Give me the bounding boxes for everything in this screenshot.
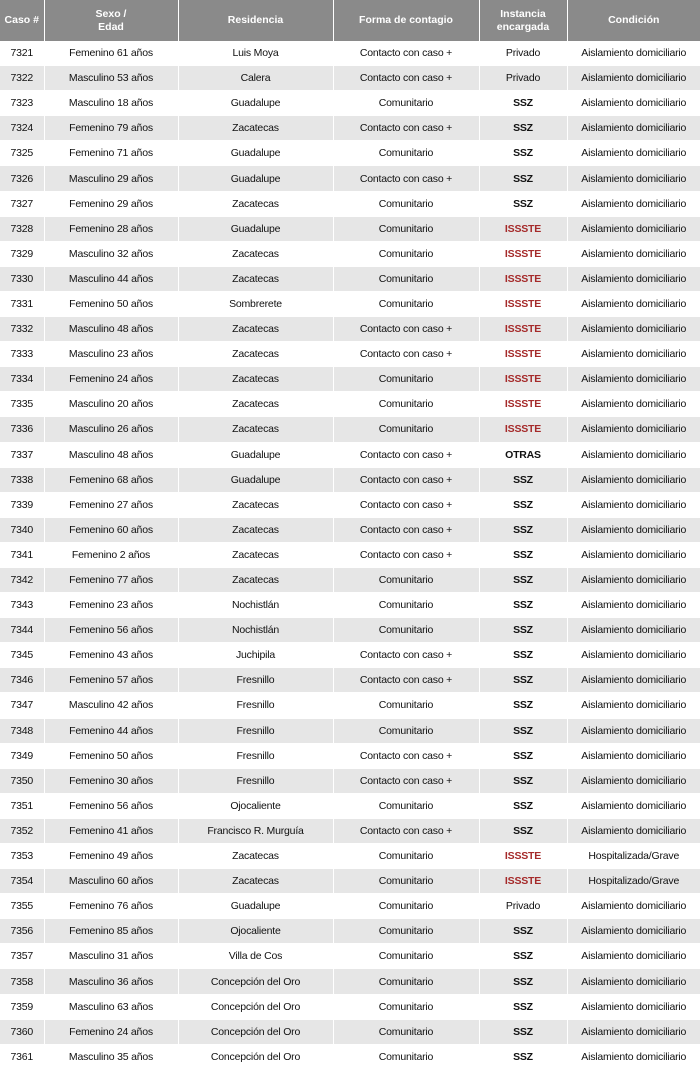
table-row <box>0 241 700 266</box>
cell-forma-contagio: Contacto con caso + <box>333 492 479 517</box>
cell-caso: 7330 <box>0 266 44 291</box>
cell-caso: 7344 <box>0 618 44 643</box>
cell-forma-contagio: Comunitario <box>333 417 479 442</box>
table-row <box>0 542 700 567</box>
cell-condicion: Aislamiento domiciliario <box>567 317 700 342</box>
cell-residencia: Nochistlán <box>178 618 333 643</box>
cell-instancia: SSZ <box>479 643 567 668</box>
cell-forma-contagio: Contacto con caso + <box>333 442 479 467</box>
table-row <box>0 41 700 66</box>
cell-condicion: Aislamiento domiciliario <box>567 818 700 843</box>
table-row <box>0 66 700 91</box>
cell-sexo-edad: Femenino 61 años <box>44 41 178 66</box>
table-body <box>0 41 700 1069</box>
cell-instancia: SSZ <box>479 191 567 216</box>
cell-instancia: SSZ <box>479 919 567 944</box>
cell-instancia: SSZ <box>479 467 567 492</box>
table-row <box>0 593 700 618</box>
table-row <box>0 944 700 969</box>
cell-instancia: SSZ <box>479 969 567 994</box>
table-row <box>0 166 700 191</box>
cell-forma-contagio: Comunitario <box>333 191 479 216</box>
cell-forma-contagio: Comunitario <box>333 618 479 643</box>
cell-instancia: SSZ <box>479 166 567 191</box>
cell-forma-contagio: Comunitario <box>333 693 479 718</box>
cell-sexo-edad: Femenino 41 años <box>44 818 178 843</box>
table-row <box>0 668 700 693</box>
cell-forma-contagio: Contacto con caso + <box>333 41 479 66</box>
cell-instancia: SSZ <box>479 618 567 643</box>
cell-instancia: SSZ <box>479 793 567 818</box>
cell-residencia: Zacatecas <box>178 241 333 266</box>
cell-residencia: Guadalupe <box>178 166 333 191</box>
header-sexo-edad: Sexo / Edad <box>44 0 178 41</box>
cell-forma-contagio: Comunitario <box>333 944 479 969</box>
cell-residencia: Ojocaliente <box>178 793 333 818</box>
cell-condicion: Aislamiento domiciliario <box>567 1019 700 1044</box>
cell-residencia: Zacatecas <box>178 317 333 342</box>
cell-forma-contagio: Contacto con caso + <box>333 517 479 542</box>
cell-condicion: Aislamiento domiciliario <box>567 91 700 116</box>
header-forma-contagio: Forma de contagio <box>333 0 479 41</box>
cell-residencia: Zacatecas <box>178 367 333 392</box>
cell-caso: 7335 <box>0 392 44 417</box>
cell-caso: 7331 <box>0 291 44 316</box>
table-row <box>0 743 700 768</box>
cell-sexo-edad: Femenino 85 años <box>44 919 178 944</box>
cell-instancia: ISSSTE <box>479 216 567 241</box>
cell-residencia: Zacatecas <box>178 517 333 542</box>
cell-sexo-edad: Femenino 29 años <box>44 191 178 216</box>
cell-instancia: SSZ <box>479 1044 567 1069</box>
cell-sexo-edad: Masculino 48 años <box>44 442 178 467</box>
cell-instancia: SSZ <box>479 944 567 969</box>
cell-forma-contagio: Comunitario <box>333 844 479 869</box>
cell-caso: 7337 <box>0 442 44 467</box>
cell-instancia: ISSSTE <box>479 291 567 316</box>
cell-caso: 7354 <box>0 869 44 894</box>
cell-residencia: Guadalupe <box>178 442 333 467</box>
cell-caso: 7346 <box>0 668 44 693</box>
cell-forma-contagio: Comunitario <box>333 367 479 392</box>
header-residencia: Residencia <box>178 0 333 41</box>
cell-instancia: SSZ <box>479 517 567 542</box>
table-row <box>0 342 700 367</box>
cell-caso: 7326 <box>0 166 44 191</box>
table-row <box>0 994 700 1019</box>
cell-residencia: Juchipila <box>178 643 333 668</box>
cell-residencia: Fresnillo <box>178 718 333 743</box>
cell-residencia: Luis Moya <box>178 41 333 66</box>
cell-forma-contagio: Comunitario <box>333 894 479 919</box>
cell-caso: 7348 <box>0 718 44 743</box>
cell-residencia: Zacatecas <box>178 844 333 869</box>
cell-instancia: SSZ <box>479 141 567 166</box>
cell-condicion: Aislamiento domiciliario <box>567 894 700 919</box>
cell-caso: 7351 <box>0 793 44 818</box>
cell-sexo-edad: Masculino 20 años <box>44 392 178 417</box>
table-row <box>0 517 700 542</box>
header-instancia: Instancia encargada <box>479 0 567 41</box>
cell-condicion: Aislamiento domiciliario <box>567 1044 700 1069</box>
cell-condicion: Aislamiento domiciliario <box>567 41 700 66</box>
cell-caso: 7327 <box>0 191 44 216</box>
cell-residencia: Sombrerete <box>178 291 333 316</box>
cell-caso: 7338 <box>0 467 44 492</box>
cell-residencia: Concepción del Oro <box>178 994 333 1019</box>
cell-sexo-edad: Masculino 48 años <box>44 317 178 342</box>
cell-condicion: Aislamiento domiciliario <box>567 166 700 191</box>
cell-forma-contagio: Comunitario <box>333 392 479 417</box>
cell-forma-contagio: Comunitario <box>333 1044 479 1069</box>
table-row <box>0 793 700 818</box>
cell-residencia: Zacatecas <box>178 492 333 517</box>
cell-caso: 7325 <box>0 141 44 166</box>
cell-condicion: Aislamiento domiciliario <box>567 266 700 291</box>
table-row <box>0 492 700 517</box>
cell-sexo-edad: Masculino 60 años <box>44 869 178 894</box>
cell-sexo-edad: Masculino 63 años <box>44 994 178 1019</box>
cell-sexo-edad: Femenino 56 años <box>44 793 178 818</box>
cell-sexo-edad: Masculino 26 años <box>44 417 178 442</box>
cell-sexo-edad: Femenino 49 años <box>44 844 178 869</box>
header-row <box>0 0 700 41</box>
cell-instancia: Privado <box>479 894 567 919</box>
cell-condicion: Aislamiento domiciliario <box>567 116 700 141</box>
cell-caso: 7360 <box>0 1019 44 1044</box>
table-row <box>0 442 700 467</box>
cell-sexo-edad: Masculino 35 años <box>44 1044 178 1069</box>
cell-condicion: Aislamiento domiciliario <box>567 668 700 693</box>
cell-residencia: Zacatecas <box>178 567 333 592</box>
table-row <box>0 919 700 944</box>
cell-instancia: ISSSTE <box>479 266 567 291</box>
cell-condicion: Aislamiento domiciliario <box>567 969 700 994</box>
cell-residencia: Zacatecas <box>178 417 333 442</box>
cell-forma-contagio: Comunitario <box>333 567 479 592</box>
cell-caso: 7347 <box>0 693 44 718</box>
cell-instancia: SSZ <box>479 718 567 743</box>
cell-caso: 7328 <box>0 216 44 241</box>
cell-condicion: Aislamiento domiciliario <box>567 768 700 793</box>
cell-forma-contagio: Contacto con caso + <box>333 818 479 843</box>
cell-instancia: SSZ <box>479 693 567 718</box>
cell-residencia: Guadalupe <box>178 216 333 241</box>
cell-caso: 7356 <box>0 919 44 944</box>
cell-condicion: Aislamiento domiciliario <box>567 417 700 442</box>
cell-forma-contagio: Comunitario <box>333 291 479 316</box>
cell-residencia: Nochistlán <box>178 593 333 618</box>
cell-residencia: Fresnillo <box>178 743 333 768</box>
cell-residencia: Zacatecas <box>178 266 333 291</box>
cell-sexo-edad: Femenino 27 años <box>44 492 178 517</box>
cell-condicion: Hospitalizado/Grave <box>567 869 700 894</box>
table-row <box>0 317 700 342</box>
cell-condicion: Aislamiento domiciliario <box>567 216 700 241</box>
cell-residencia: Zacatecas <box>178 342 333 367</box>
cell-caso: 7342 <box>0 567 44 592</box>
cell-instancia: SSZ <box>479 116 567 141</box>
cell-caso: 7332 <box>0 317 44 342</box>
cell-caso: 7359 <box>0 994 44 1019</box>
cell-residencia: Concepción del Oro <box>178 969 333 994</box>
cell-instancia: Privado <box>479 41 567 66</box>
cell-caso: 7324 <box>0 116 44 141</box>
cell-caso: 7321 <box>0 41 44 66</box>
cell-sexo-edad: Femenino 30 años <box>44 768 178 793</box>
cell-condicion: Aislamiento domiciliario <box>567 291 700 316</box>
cell-sexo-edad: Femenino 71 años <box>44 141 178 166</box>
cell-caso: 7333 <box>0 342 44 367</box>
table-row <box>0 768 700 793</box>
cell-forma-contagio: Contacto con caso + <box>333 668 479 693</box>
cell-caso: 7345 <box>0 643 44 668</box>
cell-instancia: ISSSTE <box>479 342 567 367</box>
table-row <box>0 869 700 894</box>
cell-residencia: Fresnillo <box>178 668 333 693</box>
cell-forma-contagio: Comunitario <box>333 216 479 241</box>
cell-instancia: ISSSTE <box>479 392 567 417</box>
cell-forma-contagio: Comunitario <box>333 793 479 818</box>
cell-caso: 7340 <box>0 517 44 542</box>
cell-residencia: Guadalupe <box>178 91 333 116</box>
cell-caso: 7329 <box>0 241 44 266</box>
cell-forma-contagio: Contacto con caso + <box>333 66 479 91</box>
cell-residencia: Calera <box>178 66 333 91</box>
cell-sexo-edad: Femenino 24 años <box>44 367 178 392</box>
cell-instancia: ISSSTE <box>479 417 567 442</box>
cell-sexo-edad: Femenino 24 años <box>44 1019 178 1044</box>
cell-sexo-edad: Femenino 77 años <box>44 567 178 592</box>
cell-forma-contagio: Contacto con caso + <box>333 467 479 492</box>
header-condicion: Condición <box>567 0 700 41</box>
cell-forma-contagio: Contacto con caso + <box>333 768 479 793</box>
cell-sexo-edad: Masculino 29 años <box>44 166 178 191</box>
cell-condicion: Aislamiento domiciliario <box>567 718 700 743</box>
cell-caso: 7358 <box>0 969 44 994</box>
table-row <box>0 818 700 843</box>
cell-caso: 7355 <box>0 894 44 919</box>
cell-condicion: Aislamiento domiciliario <box>567 191 700 216</box>
cell-caso: 7349 <box>0 743 44 768</box>
cell-forma-contagio: Contacto con caso + <box>333 317 479 342</box>
cell-condicion: Aislamiento domiciliario <box>567 241 700 266</box>
cell-forma-contagio: Contacto con caso + <box>333 743 479 768</box>
cell-forma-contagio: Comunitario <box>333 266 479 291</box>
cell-residencia: Guadalupe <box>178 894 333 919</box>
cell-instancia: SSZ <box>479 492 567 517</box>
cell-residencia: Zacatecas <box>178 116 333 141</box>
table-row <box>0 718 700 743</box>
cell-sexo-edad: Femenino 76 años <box>44 894 178 919</box>
cell-forma-contagio: Contacto con caso + <box>333 542 479 567</box>
cell-forma-contagio: Comunitario <box>333 1019 479 1044</box>
cell-instancia: ISSSTE <box>479 869 567 894</box>
cell-instancia: SSZ <box>479 818 567 843</box>
cell-forma-contagio: Comunitario <box>333 718 479 743</box>
cell-instancia: SSZ <box>479 768 567 793</box>
cell-instancia: SSZ <box>479 91 567 116</box>
cell-forma-contagio: Comunitario <box>333 593 479 618</box>
table-row <box>0 1044 700 1069</box>
cell-sexo-edad: Masculino 36 años <box>44 969 178 994</box>
cell-condicion: Aislamiento domiciliario <box>567 442 700 467</box>
cell-residencia: Francisco R. Murguía <box>178 818 333 843</box>
cell-residencia: Villa de Cos <box>178 944 333 969</box>
table-row <box>0 894 700 919</box>
cell-condicion: Aislamiento domiciliario <box>567 743 700 768</box>
table-row <box>0 417 700 442</box>
cell-forma-contagio: Contacto con caso + <box>333 166 479 191</box>
cell-instancia: ISSSTE <box>479 317 567 342</box>
table-row <box>0 266 700 291</box>
cell-caso: 7353 <box>0 844 44 869</box>
cell-condicion: Hospitalizada/Grave <box>567 844 700 869</box>
cell-caso: 7361 <box>0 1044 44 1069</box>
table-row <box>0 291 700 316</box>
cell-sexo-edad: Femenino 50 años <box>44 743 178 768</box>
table-row <box>0 969 700 994</box>
table-row <box>0 467 700 492</box>
cell-caso: 7334 <box>0 367 44 392</box>
cell-instancia: SSZ <box>479 593 567 618</box>
cell-condicion: Aislamiento domiciliario <box>567 542 700 567</box>
cell-residencia: Fresnillo <box>178 693 333 718</box>
cell-sexo-edad: Femenino 79 años <box>44 116 178 141</box>
cell-residencia: Zacatecas <box>178 392 333 417</box>
cell-condicion: Aislamiento domiciliario <box>567 567 700 592</box>
cell-sexo-edad: Femenino 57 años <box>44 668 178 693</box>
cell-instancia: ISSSTE <box>479 367 567 392</box>
cell-instancia: ISSSTE <box>479 241 567 266</box>
cell-caso: 7357 <box>0 944 44 969</box>
table-row <box>0 567 700 592</box>
cell-caso: 7336 <box>0 417 44 442</box>
cell-condicion: Aislamiento domiciliario <box>567 342 700 367</box>
cell-condicion: Aislamiento domiciliario <box>567 467 700 492</box>
header-caso: Caso # <box>0 0 44 41</box>
cell-sexo-edad: Femenino 44 años <box>44 718 178 743</box>
cell-forma-contagio: Comunitario <box>333 994 479 1019</box>
cell-residencia: Guadalupe <box>178 141 333 166</box>
cell-instancia: Privado <box>479 66 567 91</box>
cell-sexo-edad: Femenino 50 años <box>44 291 178 316</box>
cell-condicion: Aislamiento domiciliario <box>567 693 700 718</box>
cell-caso: 7341 <box>0 542 44 567</box>
cell-condicion: Aislamiento domiciliario <box>567 367 700 392</box>
cell-residencia: Zacatecas <box>178 191 333 216</box>
cell-instancia: SSZ <box>479 743 567 768</box>
cell-forma-contagio: Contacto con caso + <box>333 643 479 668</box>
table-row <box>0 191 700 216</box>
cell-residencia: Concepción del Oro <box>178 1044 333 1069</box>
cell-sexo-edad: Masculino 18 años <box>44 91 178 116</box>
cell-sexo-edad: Femenino 60 años <box>44 517 178 542</box>
cell-condicion: Aislamiento domiciliario <box>567 643 700 668</box>
cell-condicion: Aislamiento domiciliario <box>567 492 700 517</box>
table-row <box>0 1019 700 1044</box>
table-row <box>0 141 700 166</box>
cell-sexo-edad: Masculino 53 años <box>44 66 178 91</box>
cell-sexo-edad: Masculino 32 años <box>44 241 178 266</box>
cell-caso: 7339 <box>0 492 44 517</box>
table-row <box>0 392 700 417</box>
cell-forma-contagio: Comunitario <box>333 241 479 266</box>
cell-forma-contagio: Comunitario <box>333 91 479 116</box>
table-row <box>0 643 700 668</box>
cell-condicion: Aislamiento domiciliario <box>567 994 700 1019</box>
cell-condicion: Aislamiento domiciliario <box>567 141 700 166</box>
cell-caso: 7350 <box>0 768 44 793</box>
cell-caso: 7322 <box>0 66 44 91</box>
table-row <box>0 693 700 718</box>
cell-forma-contagio: Comunitario <box>333 869 479 894</box>
cell-sexo-edad: Masculino 23 años <box>44 342 178 367</box>
cell-sexo-edad: Masculino 31 años <box>44 944 178 969</box>
cell-sexo-edad: Femenino 68 años <box>44 467 178 492</box>
cell-instancia: SSZ <box>479 668 567 693</box>
cell-sexo-edad: Femenino 28 años <box>44 216 178 241</box>
table-header <box>0 0 700 41</box>
table-row <box>0 116 700 141</box>
cell-sexo-edad: Masculino 44 años <box>44 266 178 291</box>
cell-residencia: Ojocaliente <box>178 919 333 944</box>
cell-sexo-edad: Femenino 56 años <box>44 618 178 643</box>
table-row <box>0 367 700 392</box>
cell-sexo-edad: Femenino 43 años <box>44 643 178 668</box>
cell-sexo-edad: Femenino 23 años <box>44 593 178 618</box>
table-row <box>0 91 700 116</box>
cell-residencia: Zacatecas <box>178 869 333 894</box>
cell-condicion: Aislamiento domiciliario <box>567 517 700 542</box>
cell-condicion: Aislamiento domiciliario <box>567 593 700 618</box>
table-row <box>0 216 700 241</box>
cell-condicion: Aislamiento domiciliario <box>567 392 700 417</box>
cell-instancia: SSZ <box>479 1019 567 1044</box>
cell-instancia: SSZ <box>479 542 567 567</box>
cell-forma-contagio: Comunitario <box>333 919 479 944</box>
cell-sexo-edad: Masculino 42 años <box>44 693 178 718</box>
cell-caso: 7343 <box>0 593 44 618</box>
cell-instancia: ISSSTE <box>479 844 567 869</box>
cell-residencia: Guadalupe <box>178 467 333 492</box>
cell-residencia: Concepción del Oro <box>178 1019 333 1044</box>
table-row <box>0 618 700 643</box>
cell-condicion: Aislamiento domiciliario <box>567 919 700 944</box>
cell-forma-contagio: Comunitario <box>333 141 479 166</box>
cell-sexo-edad: Femenino 2 años <box>44 542 178 567</box>
cell-residencia: Fresnillo <box>178 768 333 793</box>
cell-caso: 7352 <box>0 818 44 843</box>
cell-instancia: SSZ <box>479 994 567 1019</box>
cell-instancia: SSZ <box>479 567 567 592</box>
cell-condicion: Aislamiento domiciliario <box>567 618 700 643</box>
cell-forma-contagio: Comunitario <box>333 969 479 994</box>
cell-condicion: Aislamiento domiciliario <box>567 66 700 91</box>
cell-instancia: OTRAS <box>479 442 567 467</box>
cell-forma-contagio: Contacto con caso + <box>333 342 479 367</box>
cell-condicion: Aislamiento domiciliario <box>567 793 700 818</box>
cell-condicion: Aislamiento domiciliario <box>567 944 700 969</box>
table-row <box>0 844 700 869</box>
cell-forma-contagio: Contacto con caso + <box>333 116 479 141</box>
cell-caso: 7323 <box>0 91 44 116</box>
cell-residencia: Zacatecas <box>178 542 333 567</box>
